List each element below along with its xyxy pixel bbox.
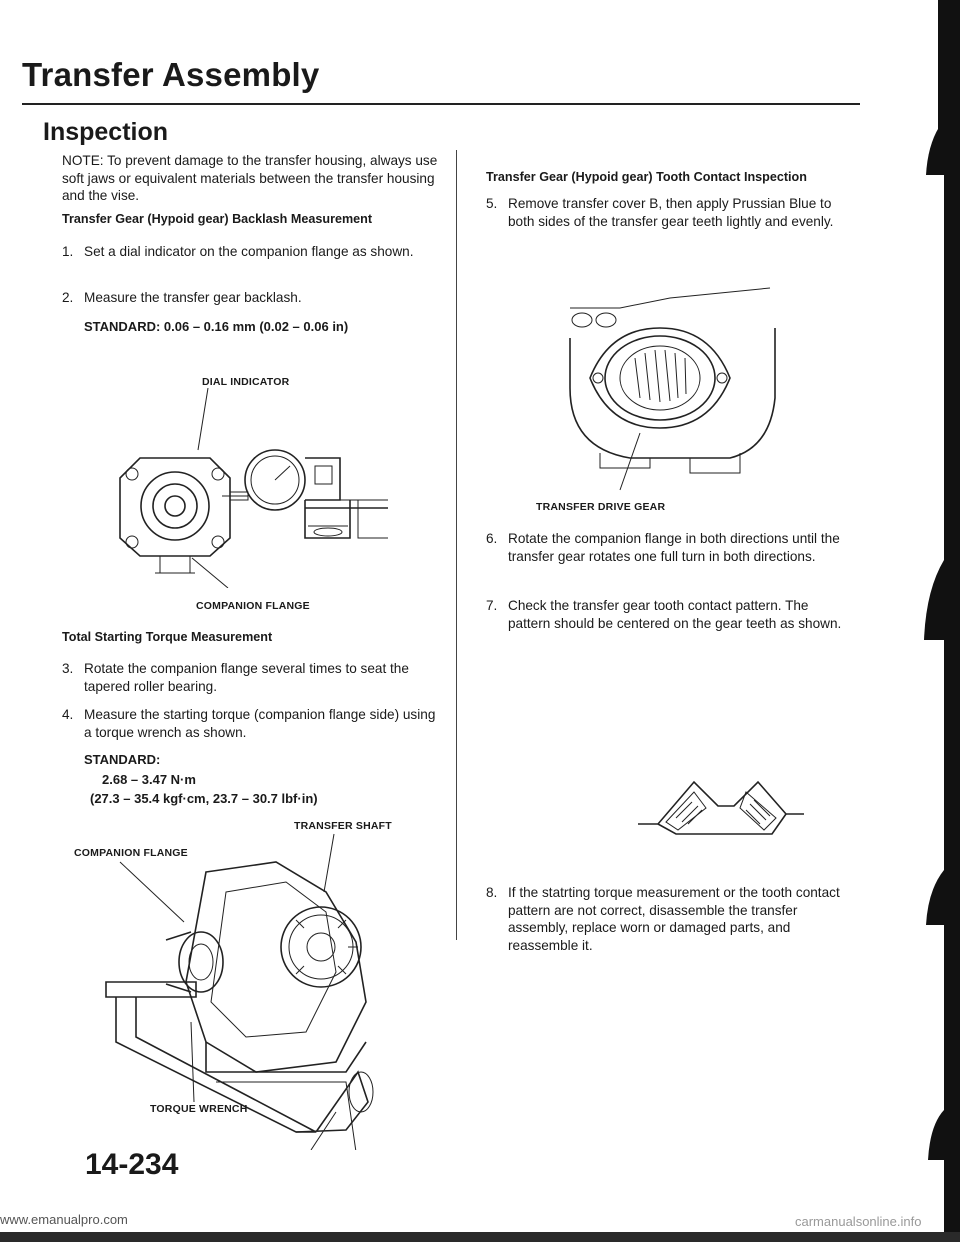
tooth-contact-heading: Transfer Gear (Hypoid gear) Tooth Contact Inspection (486, 170, 807, 184)
torque-standard-nm: 2.68 – 3.47 N·m (102, 772, 196, 787)
tooth-contact-pattern-illustration (636, 772, 806, 842)
step-text: Set a dial indicator on the companion flange as shown. (84, 244, 414, 259)
step-2 (62, 289, 444, 309)
step-text: If the statrting torque measurement or the tooth contact pattern are not correct, disassemble the transfer assembly, replace worn or damaged parts, and reassemble it. (508, 885, 840, 953)
label-torque-wrench: TORQUE WRENCH (150, 1103, 248, 1115)
step-number: 3. (62, 661, 74, 676)
column-divider (456, 150, 457, 940)
step-number: 7. (486, 598, 498, 613)
label-transfer-shaft: TRANSFER SHAFT (294, 820, 392, 832)
step-number: 5. (486, 196, 498, 211)
step-number: 8. (486, 885, 498, 900)
step-text: Measure the starting torque (companion flange side) using a torque wrench as shown. (84, 707, 436, 740)
step-text: Rotate the companion flange several times to seat the tapered roller bearing. (84, 661, 409, 694)
label-companion-flange: COMPANION FLANGE (196, 600, 310, 612)
step-6 (486, 530, 854, 586)
dial-indicator-illustration (100, 388, 410, 588)
backlash-heading: Transfer Gear (Hypoid gear) Backlash Measurement (62, 212, 373, 226)
step-3 (62, 660, 444, 696)
page-title: Transfer Assembly (22, 56, 320, 93)
step-text: Rotate the companion flange in both directions until the transfer gear rotates one full turn in both directions. (508, 531, 840, 564)
step-7 (486, 597, 854, 653)
backlash-standard: STANDARD: 0.06 – 0.16 mm (0.02 – 0.06 in) (84, 319, 349, 334)
section-heading: Inspection (43, 118, 169, 146)
label-dial-indicator: DIAL INDICATOR (202, 376, 290, 388)
step-text: Check the transfer gear tooth contact pattern. The pattern should be centered on the gear teeth as shown. (508, 598, 842, 631)
step-number: 4. (62, 707, 74, 722)
note-text: NOTE: To prevent damage to the transfer housing, always use soft jaws or equivalent materials between the transfer housing and the vise. (62, 153, 438, 203)
footer-url-left[interactable]: www.emanualpro.com (0, 1212, 128, 1227)
step-number: 6. (486, 531, 498, 546)
label-companion-flange-2: COMPANION FLANGE (74, 847, 188, 859)
step-8 (486, 884, 854, 960)
torque-heading: Total Starting Torque Measurement (62, 630, 273, 644)
step-5 (486, 195, 854, 251)
footer-url-right[interactable]: carmanualsonline.info (795, 1214, 922, 1229)
title-rule (22, 103, 860, 105)
step-4 (62, 706, 444, 742)
step-text: Measure the transfer gear backlash. (84, 290, 302, 305)
step-1 (62, 243, 444, 279)
torque-standard-imperial: (27.3 – 35.4 kgf·cm, 23.7 – 30.7 lbf·in) (90, 791, 318, 806)
label-transfer-drive-gear: TRANSFER DRIVE GEAR (536, 501, 666, 513)
step-text: Remove transfer cover B, then apply Prussian Blue to both sides of the transfer gear teeth lightly and evenly. (508, 196, 834, 229)
step-number: 2. (62, 290, 74, 305)
transfer-drive-gear-illustration (540, 268, 790, 493)
bottom-bar (0, 1232, 960, 1242)
torque-standard-label: STANDARD: (84, 752, 161, 767)
page-number: 14-234 (85, 1148, 179, 1181)
step-number: 1. (62, 244, 74, 259)
page-edge-decoration (918, 0, 960, 1242)
